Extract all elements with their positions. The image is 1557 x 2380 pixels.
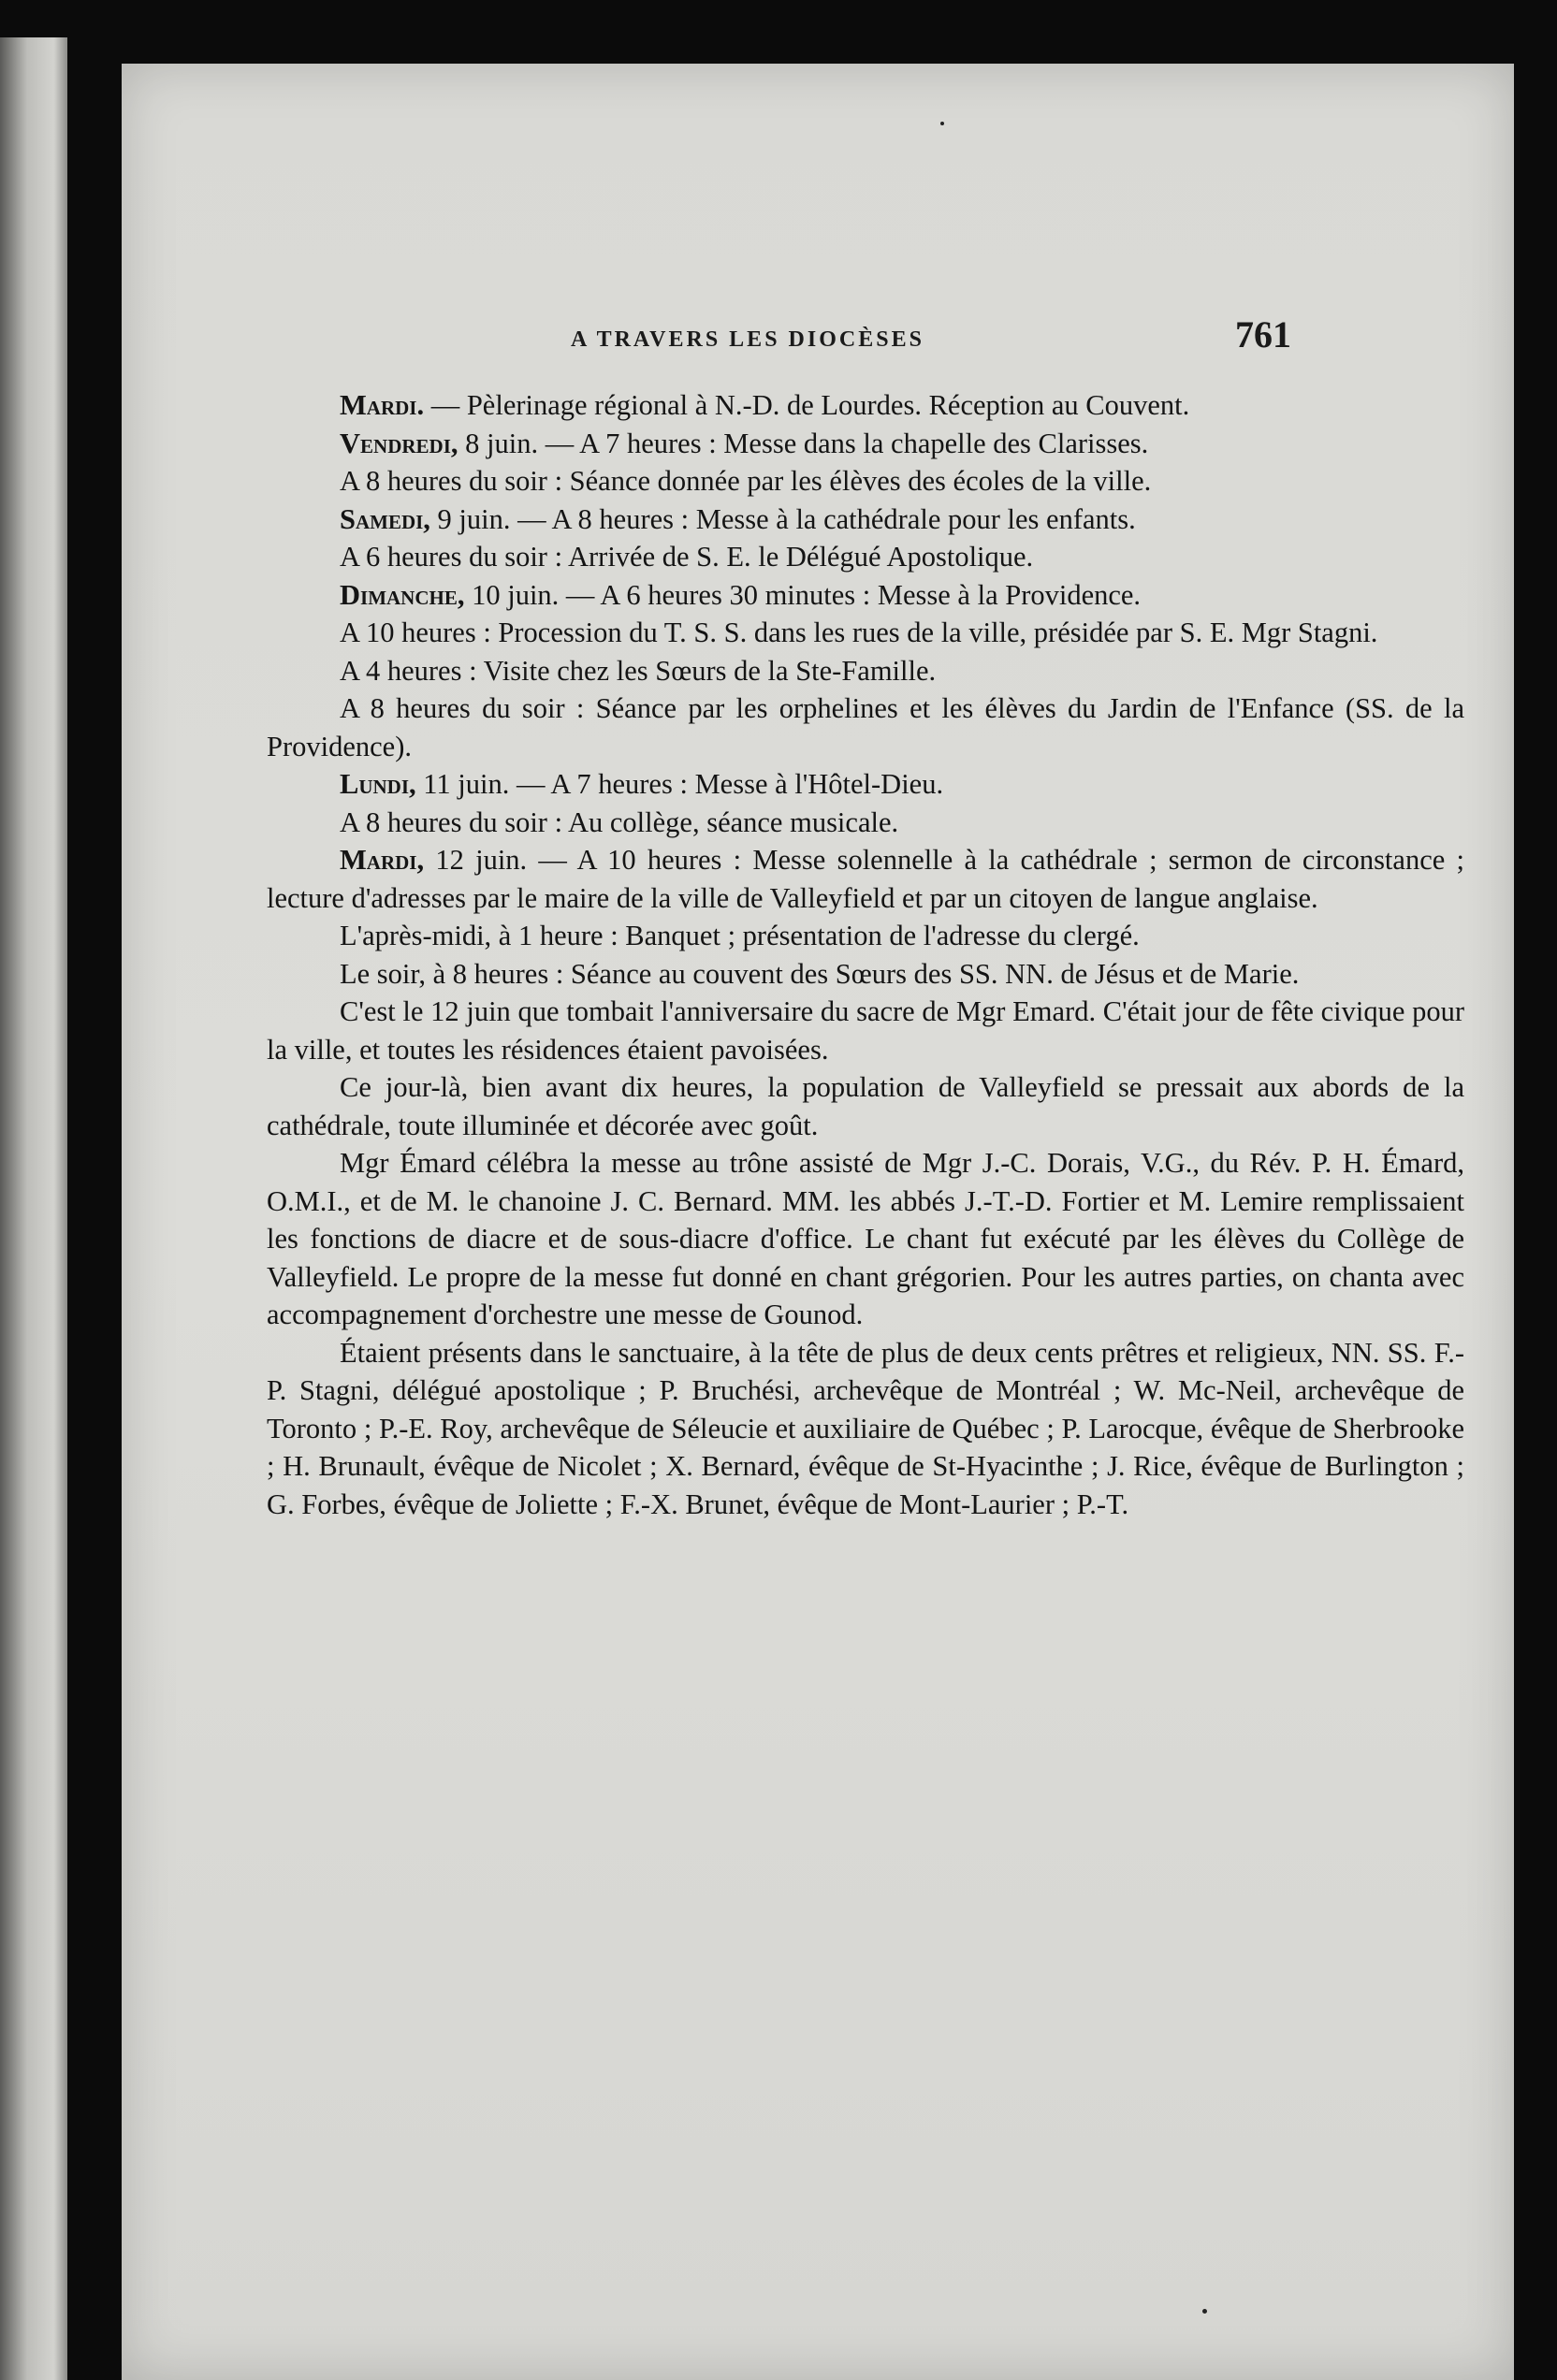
day-label: Mardi, (340, 844, 425, 876)
paragraph (267, 689, 1464, 765)
paragraph-text: L'après-midi, à 1 heure : Banquet ; présentation de l'adresse du clergé. (340, 920, 1140, 951)
day-label: Vendredi, (340, 427, 458, 459)
day-label: Dimanche, (340, 578, 465, 611)
paragraph-text: A 6 heures du soir : Arrivée de S. E. le Délégué Apostolique. (340, 541, 1034, 573)
paragraph-text: A 4 heures : Visite chez les Sœurs de la Ste-Famille. (340, 654, 937, 687)
paragraph (267, 765, 1464, 804)
page-number: 761 (1235, 313, 1291, 356)
book-gutter (67, 0, 122, 2380)
paragraph (267, 1068, 1464, 1144)
paragraph (267, 993, 1464, 1068)
paragraph (267, 386, 1464, 425)
page-sheet (122, 64, 1514, 2380)
paragraph (267, 538, 1464, 576)
paragraph-text: C'est le 12 juin que tombait l'anniversaire du sacre de Mgr Emard. C'était jour de fête civique pour la ville, et toutes les résidences étaient pavoisées. (267, 995, 1464, 1066)
paragraph-text: 9 juin. — A 8 heures : Messe à la cathédrale pour les enfants. (429, 502, 1136, 535)
paragraph (267, 462, 1464, 501)
day-label: Mardi. (340, 389, 425, 421)
paragraph-text: 10 juin. — A 6 heures 30 minutes : Messe à la Providence. (464, 578, 1142, 611)
paragraph (267, 804, 1464, 842)
paragraph (267, 1144, 1464, 1334)
paragraph-text: Le soir, à 8 heures : Séance au couvent des Sœurs des SS. NN. de Jésus et de Marie. (340, 957, 1300, 990)
scan-speck (1202, 2309, 1207, 2314)
paragraph (267, 841, 1464, 917)
paragraph-text: Ce jour-là, bien avant dix heures, la population de Valleyfield se pressait aux abords de la cathédrale, toute illuminée et décorée avec goût. (267, 1071, 1464, 1141)
paragraph (267, 425, 1464, 463)
paragraph (267, 1334, 1464, 1524)
page-header (122, 305, 1514, 370)
paragraph (267, 652, 1464, 690)
paragraph-text: 12 juin. — A 10 heures : Messe solennelle à la cathédrale ; sermon de circonstance ; lecture d'adresses par le maire de la ville de Valleyfield et par un citoyen de langue anglaise. (267, 844, 1464, 914)
paragraph-text: Étaient présents dans le sanctuaire, à la tête de plus de deux cents prêtres et religieux, NN. SS. F.-P. Stagni, délégué apostolique ; P. Bruchési, archevêque de Montréal ; W. Mc-Neil, archevêque de Toronto ; P.-E. Roy, archevêque de Séleucie et auxiliaire de Québec ; P. Larocque, évêque de Sherbrooke ; H. Brunault, évêque de Nicolet ; X. Bernard, évêque de St-Hyacinthe ; J. Rice, évêque de Burlington ; G. Forbes, évêque de Joliette ; F.-X. Brunet, évêque de Mont-Laurier ; P.-T. (267, 1336, 1464, 1520)
paragraph-text: Mgr Émard célébra la messe au trône assisté de Mgr J.-C. Dorais, V.G., du Rév. P. H. Émard, O.M.I., et de M. le chanoine J. C. Bernard. MM. les abbés J.-T.-D. Fortier et M. Lemire remplissaient les fonctions de diacre et de sous-diacre d'office. Le chant fut exécuté par les élèves du Collège de Valleyfield. Le propre de la messe fut donné en chant grégorien. Pour les autres parties, on chanta avec accompagnement d'orchestre une messe de Gounod. (267, 1147, 1464, 1330)
body-text (267, 386, 1464, 1523)
paragraph-text: — Pèlerinage régional à N.-D. de Lourdes. Réception au Couvent. (424, 389, 1190, 421)
previous-page-edge (0, 37, 67, 2380)
scan-speck (940, 122, 944, 125)
paragraph-text: 11 juin. — A 7 heures : Messe à l'Hôtel-Dieu. (415, 768, 944, 800)
paragraph (267, 955, 1464, 994)
paragraph-text: A 8 heures du soir : Séance par les orphelines et les élèves du Jardin de l'Enfance (SS. de la Providence). (267, 692, 1464, 762)
paragraph-text: A 10 heures : Procession du T. S. S. dans les rues de la ville, présidée par S. E. Mgr Stagni. (340, 617, 1378, 648)
day-label: Samedi, (340, 502, 430, 535)
paragraph-text: A 8 heures du soir : Séance donnée par les élèves des écoles de la ville. (340, 465, 1152, 497)
paragraph-text: 8 juin. — A 7 heures : Messe dans la chapelle des Clarisses. (458, 427, 1149, 459)
running-head: A TRAVERS LES DIOCÈSES (571, 327, 924, 352)
paragraph (267, 576, 1464, 615)
paragraph-text: A 8 heures du soir : Au collège, séance musicale. (340, 805, 899, 838)
paragraph (267, 614, 1464, 652)
paragraph (267, 501, 1464, 539)
paragraph (267, 917, 1464, 955)
day-label: Lundi, (340, 768, 416, 800)
